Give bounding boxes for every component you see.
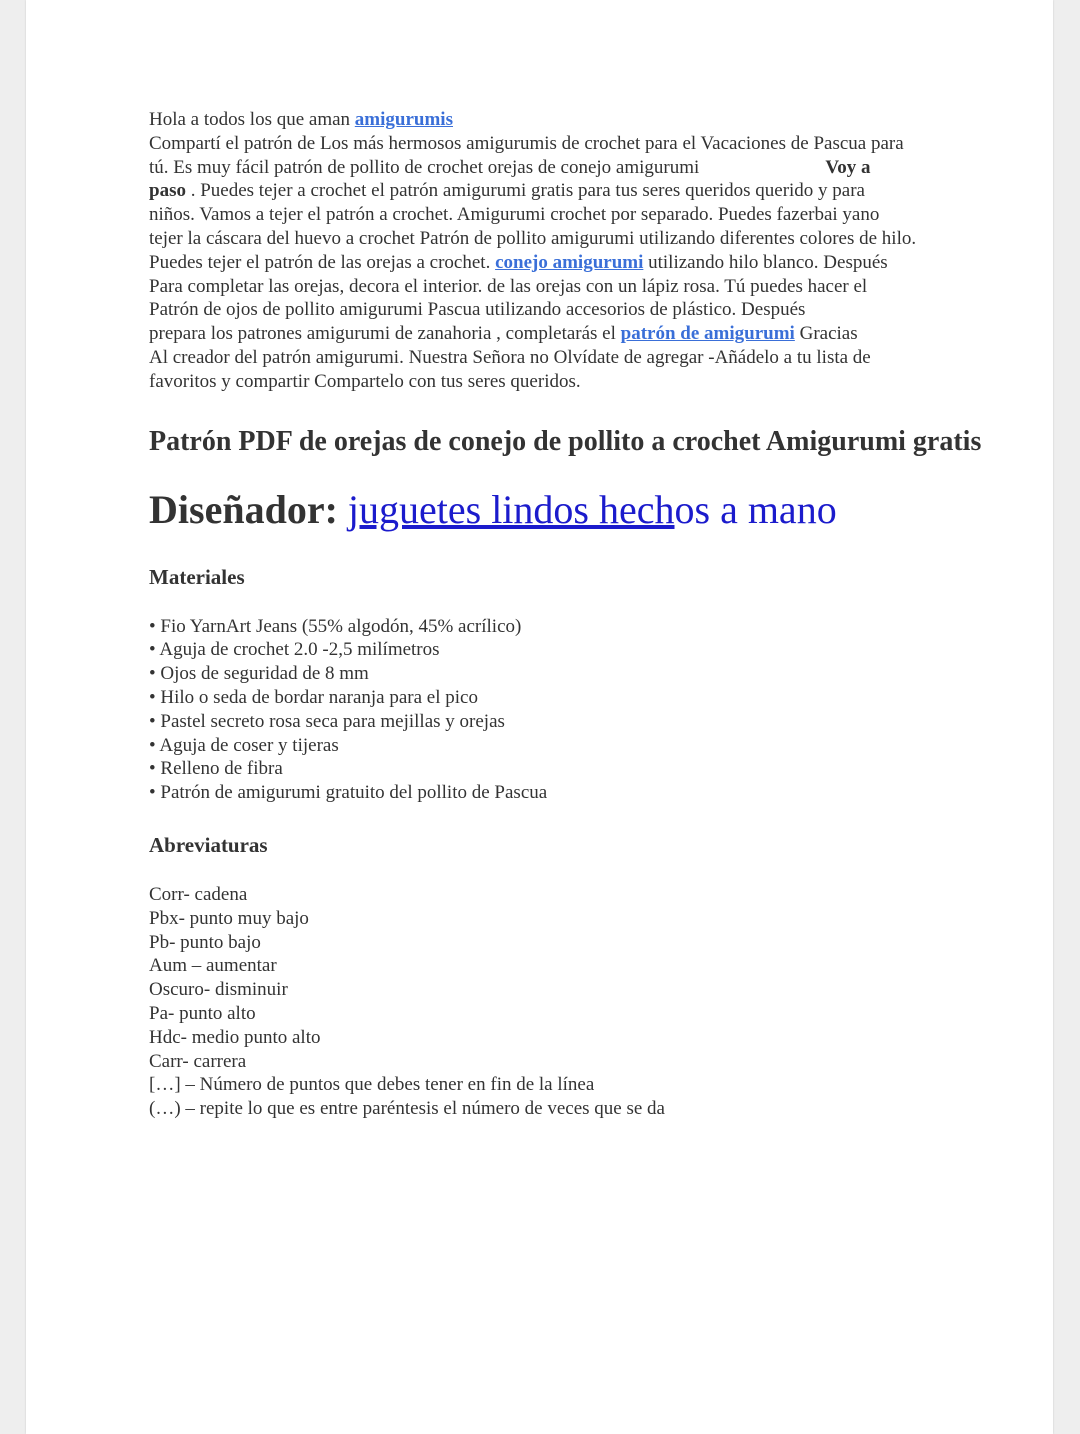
intro-line-4: paso . Puedes tejer a crochet el patrón amigurumi gratis para tus seres queridos querido y para (149, 180, 865, 202)
list-item: • Hilo o seda de bordar naranja para el pico (149, 686, 478, 708)
conejo-amigurumi-link[interactable]: conejo amigurumi (495, 251, 644, 273)
designer-link[interactable]: juguetes lindos hechos a mano (347, 486, 837, 532)
list-item: • Relleno de fibra (149, 758, 283, 780)
list-item: Pa- punto alto (149, 1002, 256, 1024)
abbreviations-list (149, 883, 989, 1121)
pattern-title: Patrón PDF de orejas de conejo de pollito a crochet Amigurumi gratis (149, 425, 982, 457)
list-item: Hdc- medio punto alto (149, 1026, 321, 1048)
intro-line-1: Hola a todos los que aman amigurumis (149, 109, 453, 130)
list-item: Carr- carrera (149, 1050, 247, 1072)
materials-list (149, 615, 989, 805)
document-content (149, 108, 989, 1121)
intro-line-12: favoritos y compartir Compartelo con tus seres queridos. (149, 370, 581, 392)
list-item: • Patrón de amigurumi gratuito del pollito de Pascua (149, 782, 548, 804)
list-item: Pb- punto bajo (149, 931, 261, 953)
patron-amigurumi-link[interactable]: patrón de amigurumi (620, 323, 795, 345)
list-item: Aum – aumentar (149, 955, 277, 977)
list-item: […] – Número de puntos que debes tener en fin de la línea (149, 1074, 595, 1096)
designer-line (149, 486, 989, 534)
intro-line-9: Patrón de ojos de pollito amigurumi Pascua utilizando accesorios de plástico. Después (149, 299, 806, 321)
list-item: Oscuro- disminuir (149, 979, 288, 1001)
intro-line-8: Para completar las orejas, decora el interior. de las orejas con un lápiz rosa. Tú puedes hacer el (149, 275, 868, 297)
intro-paragraph (149, 108, 989, 394)
intro-line-7: Puedes tejer el patrón de las orejas a crochet. conejo amigurumi utilizando hilo blanco. Después (149, 251, 888, 273)
intro-line-5: niños. Vamos a tejer el patrón a crochet. Amigurumi crochet por separado. Puedes fazerbai yano (149, 204, 880, 226)
abbreviations-heading: Abreviaturas (149, 832, 268, 857)
intro-line-11: Al creador del patrón amigurumi. Nuestra Señora no Olvídate de agregar -Añádelo a tu lista de (149, 346, 871, 368)
list-item: • Ojos de seguridad de 8 mm (149, 663, 369, 685)
materials-heading: Materiales (149, 564, 245, 589)
list-item: (…) – repite lo que es entre paréntesis el número de veces que se da (149, 1098, 665, 1120)
list-item: • Aguja de coser y tijeras (149, 734, 339, 756)
list-item: • Fio YarnArt Jeans (55% algodón, 45% acrílico) (149, 615, 522, 637)
designer-label: Diseñador: (149, 486, 338, 532)
list-item: • Pastel secreto rosa seca para mejillas y orejas (149, 710, 505, 732)
intro-line-6: tejer la cáscara del huevo a crochet Patrón de pollito amigurumi utilizando diferentes colores de hilo. (149, 227, 917, 249)
list-item: Pbx- punto muy bajo (149, 907, 309, 929)
document-page (26, 0, 1053, 1434)
list-item: Corr- cadena (149, 883, 248, 905)
intro-line-3: tú. Es muy fácil patrón de pollito de crochet orejas de conejo amigurumi Voy a (149, 156, 871, 178)
list-item: • Aguja de crochet 2.0 -2,5 milímetros (149, 639, 440, 661)
intro-line-2: Compartí el patrón de Los más hermosos amigurumis de crochet para el Vacaciones de Pascua para (149, 132, 904, 154)
intro-line-10: prepara los patrones amigurumi de zanahoria , completarás el patrón de amigurumi Gracias (149, 323, 858, 345)
amigurumis-link[interactable]: amigurumis (354, 109, 453, 130)
